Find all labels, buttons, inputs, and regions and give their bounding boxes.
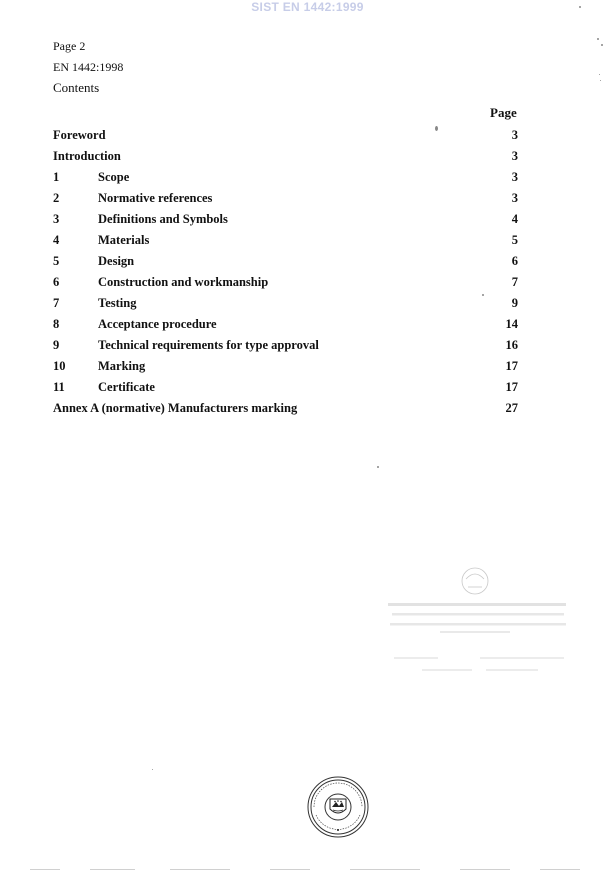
- scan-speck: [599, 74, 600, 75]
- watermark: SIST EN 1442:1999: [251, 0, 364, 14]
- toc-page: 14: [505, 317, 518, 331]
- toc-title: Marking: [98, 359, 146, 373]
- toc-row-introduction[interactable]: [53, 148, 518, 169]
- toc-row-normative-references[interactable]: [53, 190, 518, 211]
- toc-number: 5: [53, 254, 60, 268]
- toc-number: 6: [53, 275, 60, 289]
- page-number: Page 2: [53, 39, 86, 53]
- toc-title: Scope: [98, 170, 130, 184]
- toc-row-marking[interactable]: [53, 358, 518, 379]
- toc-title: Annex A (normative) Manufacturers marking: [53, 401, 298, 415]
- scan-speck: [435, 126, 438, 131]
- toc-number: 9: [53, 338, 60, 352]
- toc-page: 27: [505, 401, 518, 415]
- toc-row-technical-requirements[interactable]: [53, 337, 518, 358]
- page-column-heading: Page: [490, 105, 517, 120]
- toc-row-construction[interactable]: [53, 274, 518, 295]
- toc-page: 6: [511, 254, 518, 268]
- toc-page: 3: [511, 170, 518, 184]
- toc-page: 16: [505, 338, 518, 352]
- toc-row-definitions[interactable]: [53, 211, 518, 232]
- scan-noise: [30, 868, 590, 872]
- toc-title: Acceptance procedure: [98, 317, 217, 331]
- toc-row-testing[interactable]: [53, 295, 518, 316]
- toc-page: 3: [511, 191, 518, 205]
- scan-speck: [579, 6, 581, 8]
- toc-page: 17: [505, 380, 518, 394]
- toc-page: 3: [511, 149, 518, 163]
- toc-row-materials[interactable]: [53, 232, 518, 253]
- toc-number: 4: [53, 233, 60, 247]
- scan-speck: [597, 38, 599, 40]
- scan-speck: [482, 294, 484, 296]
- official-seal-icon: [306, 775, 370, 839]
- contents-heading: Contents: [53, 80, 100, 95]
- toc-title: Construction and workmanship: [98, 275, 269, 289]
- toc-title: Normative references: [98, 191, 213, 205]
- toc-page: 17: [505, 359, 518, 373]
- toc-number: 8: [53, 317, 60, 331]
- toc-page: 5: [511, 233, 518, 247]
- standard-number: EN 1442:1998: [53, 60, 124, 74]
- toc-page: 7: [511, 275, 518, 289]
- toc-row-certificate[interactable]: [53, 379, 518, 400]
- toc-page: 4: [511, 212, 518, 226]
- scan-speck: [152, 769, 153, 770]
- toc-title: Testing: [98, 296, 137, 310]
- table-of-contents: [53, 127, 518, 421]
- toc-title: Definitions and Symbols: [98, 212, 228, 226]
- scan-speck: [600, 80, 601, 81]
- toc-number: 11: [53, 380, 65, 394]
- toc-title: Technical requirements for type approval: [98, 338, 319, 352]
- scan-speck: [377, 466, 379, 468]
- toc-number: 3: [53, 212, 60, 226]
- toc-number: 2: [53, 191, 60, 205]
- toc-title: Certificate: [98, 380, 155, 394]
- toc-title: Introduction: [53, 149, 121, 163]
- toc-row-scope[interactable]: [53, 169, 518, 190]
- toc-row-acceptance[interactable]: [53, 316, 518, 337]
- toc-page: 3: [511, 128, 518, 142]
- toc-page: 9: [511, 296, 518, 310]
- toc-number: 7: [53, 296, 60, 310]
- toc-number: 1: [53, 170, 60, 184]
- toc-title: Foreword: [53, 128, 106, 142]
- toc-title: Materials: [98, 233, 150, 247]
- toc-row-foreword[interactable]: [53, 127, 518, 148]
- toc-row-design[interactable]: [53, 253, 518, 274]
- toc-number: 10: [53, 359, 66, 373]
- faint-stamp-icon: [370, 565, 580, 695]
- scan-speck: [601, 44, 603, 46]
- toc-title: Design: [98, 254, 135, 268]
- toc-row-annex-a[interactable]: [53, 400, 518, 421]
